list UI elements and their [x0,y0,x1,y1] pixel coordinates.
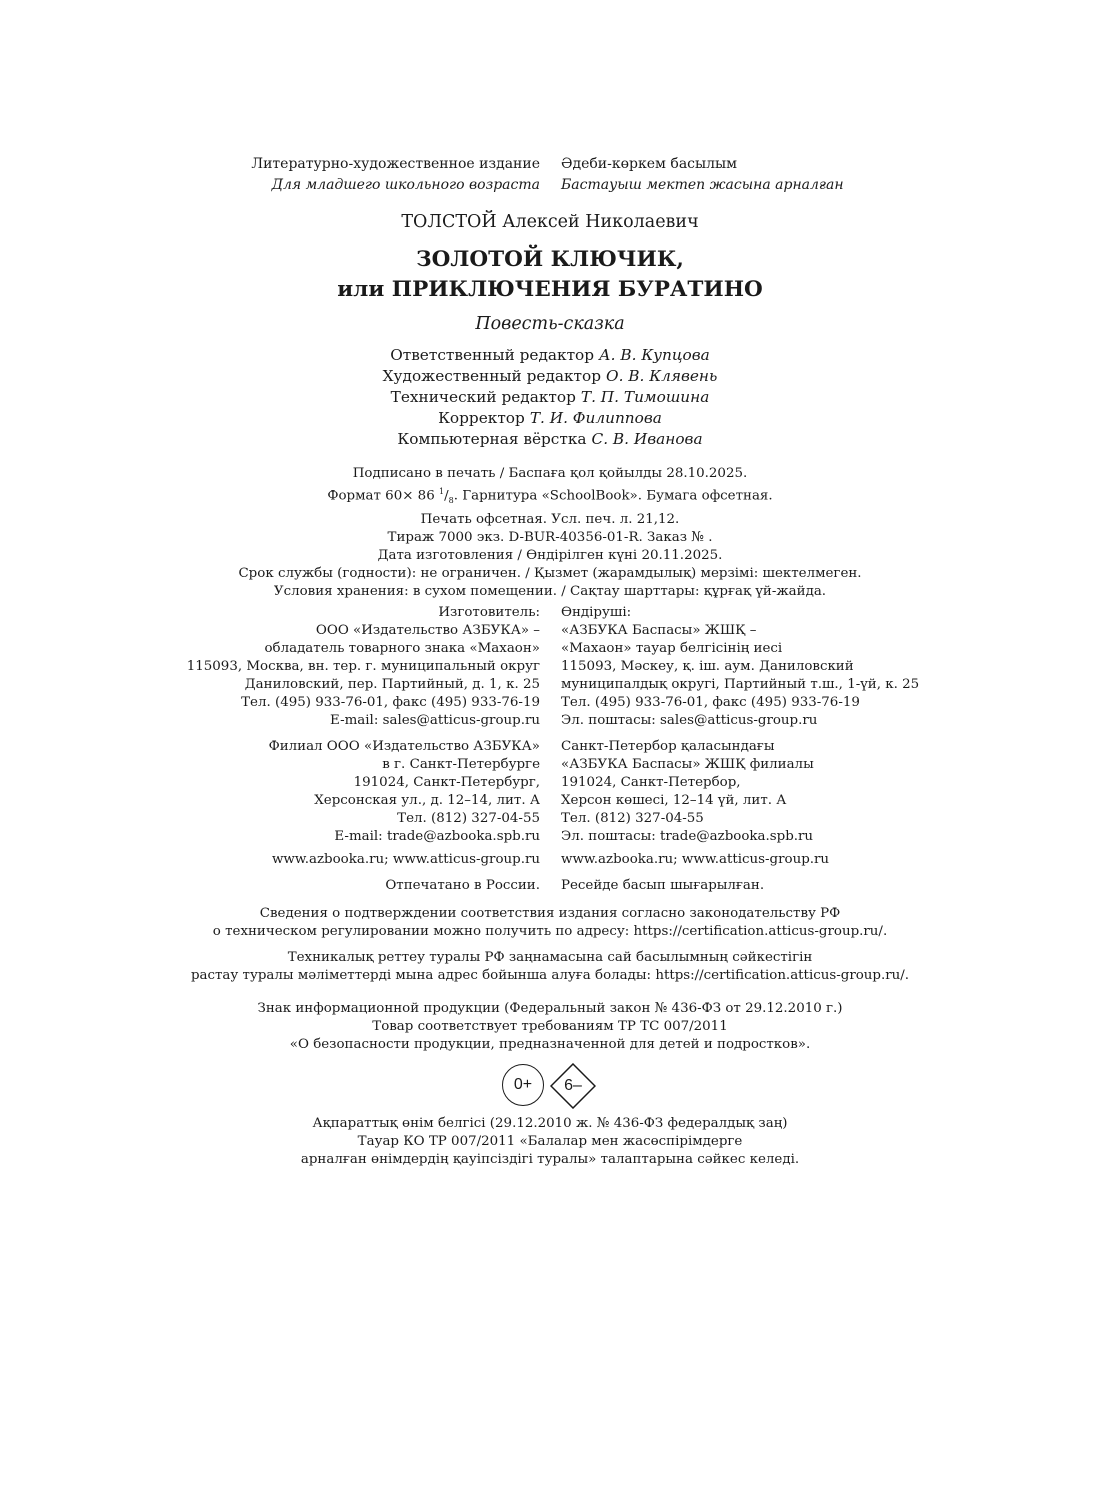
book-title [0,245,1100,305]
manufacturer-kz [561,604,919,730]
genre-kz: Әдеби-көркем басылым [561,156,738,172]
manufacturer-ru [187,604,540,730]
branch-kz-line: Херсон көшесі, 12–14 үй, лит. А [561,793,787,808]
manufacturer-ru-line: 115093, Москва, вн. тер. г. муниципальный округ [186,659,540,674]
certification-kz-line: растау туралы мәліметтерді мына адрес бойынша алуға болады: https://certification.atticus-group.ru/. [190,968,910,983]
branch-kz [561,738,814,846]
manufacturer-kz-email: Эл. поштасы: sales@atticus-group.ru [561,713,818,728]
branch-ru-line: Тел. (812) 327-04-55 [397,811,540,826]
info-sign-kz [0,1115,1100,1169]
manufacturer-ru-line: Тел. (495) 933-76-01, факс (495) 933-76-19 [241,695,540,710]
manufacturer-ru-line: Даниловский, пер. Партийный, д. 1, к. 25 [244,677,540,692]
credit-name: С. В. Иванова [591,430,703,448]
certification-ru-line: о техническом регулировании можно получить по адресу: https://certification.atticus-group.ru/. [212,924,888,939]
genre-block-ru [251,154,540,195]
genre-ru: Литературно-художественное издание [251,156,540,172]
age-rating-kz-label: 6– [564,1077,582,1094]
credit-role: Ответственный редактор [390,346,595,364]
credit-row [0,387,1100,408]
websites-kz: www.azbooka.ru; www.atticus-group.ru [561,852,830,867]
credit-name: Т. И. Филиппова [529,409,662,427]
credit-row [0,408,1100,429]
branch-ru-line: Херсонская ул., д. 12–14, лит. А [314,793,540,808]
subtitle: Повесть-сказка [475,314,625,334]
branch-ru-email: E-mail: trade@azbooka.spb.ru [334,829,540,844]
credit-row [0,366,1100,387]
manufacturer-kz-line: Тел. (495) 933-76-01, факс (495) 933-76-19 [561,695,860,710]
manufacturer-ru-line: Изготовитель: [438,605,540,620]
certification-ru [0,905,1100,941]
format-suffix: . Гарнитура «SchoolBook». Бумага офсетная. [453,488,773,504]
credits-list [0,345,1100,450]
info-sign-kz-line: Тауар КО ТР 007/2011 «Балалар мен жасөспірімдерге [357,1134,743,1149]
branch-kz-line: Тел. (812) 327-04-55 [561,811,704,826]
credit-row [0,429,1100,450]
branch-ru-line: 191024, Санкт-Петербург, [353,775,540,790]
manufacturer-kz-line: муниципалдық округі, Партийный т.ш., 1-үй, к. 25 [561,677,920,692]
title-line-1: ЗОЛОТОЙ КЛЮЧИК, [416,247,684,272]
imprint-print: Печать офсетная. Усл. печ. л. 21,12. [420,511,680,527]
manufacturer-kz-line: Өндіруші: [561,605,632,620]
printed-in-kz: Ресейде басып шығарылған. [561,878,765,893]
audience-kz: Бастауыш мектеп жасына арналған [561,176,844,193]
credit-role: Корректор [438,409,525,427]
info-sign-ru-line: «О безопасности продукции, предназначенной для детей и подростков». [289,1037,811,1052]
credit-name: А. В. Купцова [599,346,710,364]
format-denominator: 8 [448,496,454,506]
info-sign-kz-line: арналған өнімдердің қауіпсіздігі туралы» талаптарына сәйкес келеді. [300,1152,800,1167]
age-rating-circle-icon [502,1064,544,1106]
manufacturer-kz-line: 115093, Мәскеу, қ. іш. аум. Даниловский [561,659,854,674]
branch-ru [269,738,540,846]
branch-ru-line: в г. Санкт-Петербурге [382,757,540,772]
manufacturer-ru-line: ООО «Издательство АЗБУКА» – [315,623,540,638]
author: ТОЛСТОЙ Алексей Николаевич [401,212,699,232]
age-rating-label: 0+ [513,1076,533,1093]
certification-kz-line: Техникалық реттеу туралы РФ заңнамасына сай басылымның сәйкестігін [287,950,813,965]
credit-role: Компьютерная вёрстка [397,430,587,448]
branch-kz-line: 191024, Санкт-Петербор, [561,775,741,790]
manufacturer-kz-line: «АЗБУКА Баспасы» ЖШҚ – [561,623,757,638]
age-rating-badges [500,1062,600,1110]
branch-kz-line: Санкт-Петербор қаласындағы [561,739,775,754]
imprint-storage: Условия хранения: в сухом помещении. / Сақтау шарттары: құрғақ үй-жайда. [273,584,827,600]
credit-role: Художественный редактор [382,367,602,385]
imprint-signed: Подписано в печать / Баспаға қол қойылды 28.10.2025. [352,466,748,481]
websites-ru: www.azbooka.ru; www.atticus-group.ru [271,852,540,867]
certification-kz [0,949,1100,985]
info-sign-ru-line: Товар соответствует требованиям ТР ТС 007/2011 [372,1019,728,1034]
format-numerator: 1 [439,487,445,497]
credit-name: О. В. Клявень [606,367,718,385]
imprint-run: Тираж 7000 экз. D-BUR-40356-01-R. Заказ № . [387,529,713,545]
info-sign-ru [0,1000,1100,1054]
credit-name: Т. П. Тимошина [580,388,710,406]
manufacturer-ru-line: обладатель товарного знака «Махаон» [264,641,540,656]
age-rating-diamond-icon [550,1063,596,1109]
branch-ru-line: Филиал ООО «Издательство АЗБУКА» [268,739,540,754]
format-prefix: Формат 60× 86 [327,488,435,504]
imprint-date: Дата изготовления / Өндірілген күні 20.11.2025. [377,547,723,563]
branch-kz-email: Эл. поштасы: trade@azbooka.spb.ru [561,829,814,844]
certification-ru-line: Сведения о подтверждении соответствия издания согласно законодательству РФ [259,906,841,921]
imprint-shelf-life: Срок службы (годности): не ограничен. / Қызмет (жарамдылық) мерзімі: шектелмеген. [238,566,862,582]
info-sign-kz-line: Ақпараттық өнім белгісі (29.12.2010 ж. № 436-ФЗ федералдық заң) [312,1116,788,1131]
manufacturer-kz-line: «Махаон» тауар белгісінің иесі [561,641,783,656]
imprint-block [0,465,1100,602]
manufacturer-ru-email: E-mail: sales@atticus-group.ru [330,713,540,728]
printed-in-ru: Отпечатано в России. [385,878,540,893]
info-sign-ru-line: Знак информационной продукции (Федеральный закон № 436-ФЗ от 29.12.2010 г.) [257,1001,843,1016]
audience-ru: Для младшего школьного возраста [271,176,540,193]
credit-row [0,345,1100,366]
genre-block-kz [561,154,844,195]
branch-kz-line: «АЗБУКА Баспасы» ЖШҚ филиалы [561,757,814,772]
title-line-2: или ПРИКЛЮЧЕНИЯ БУРАТИНО [337,277,763,302]
credit-role: Технический редактор [390,388,576,406]
imprint-format: Формат 60× 86 $^1/_8$. Гарнитура «SchoolBook». Бумага офсетная. [327,487,773,506]
